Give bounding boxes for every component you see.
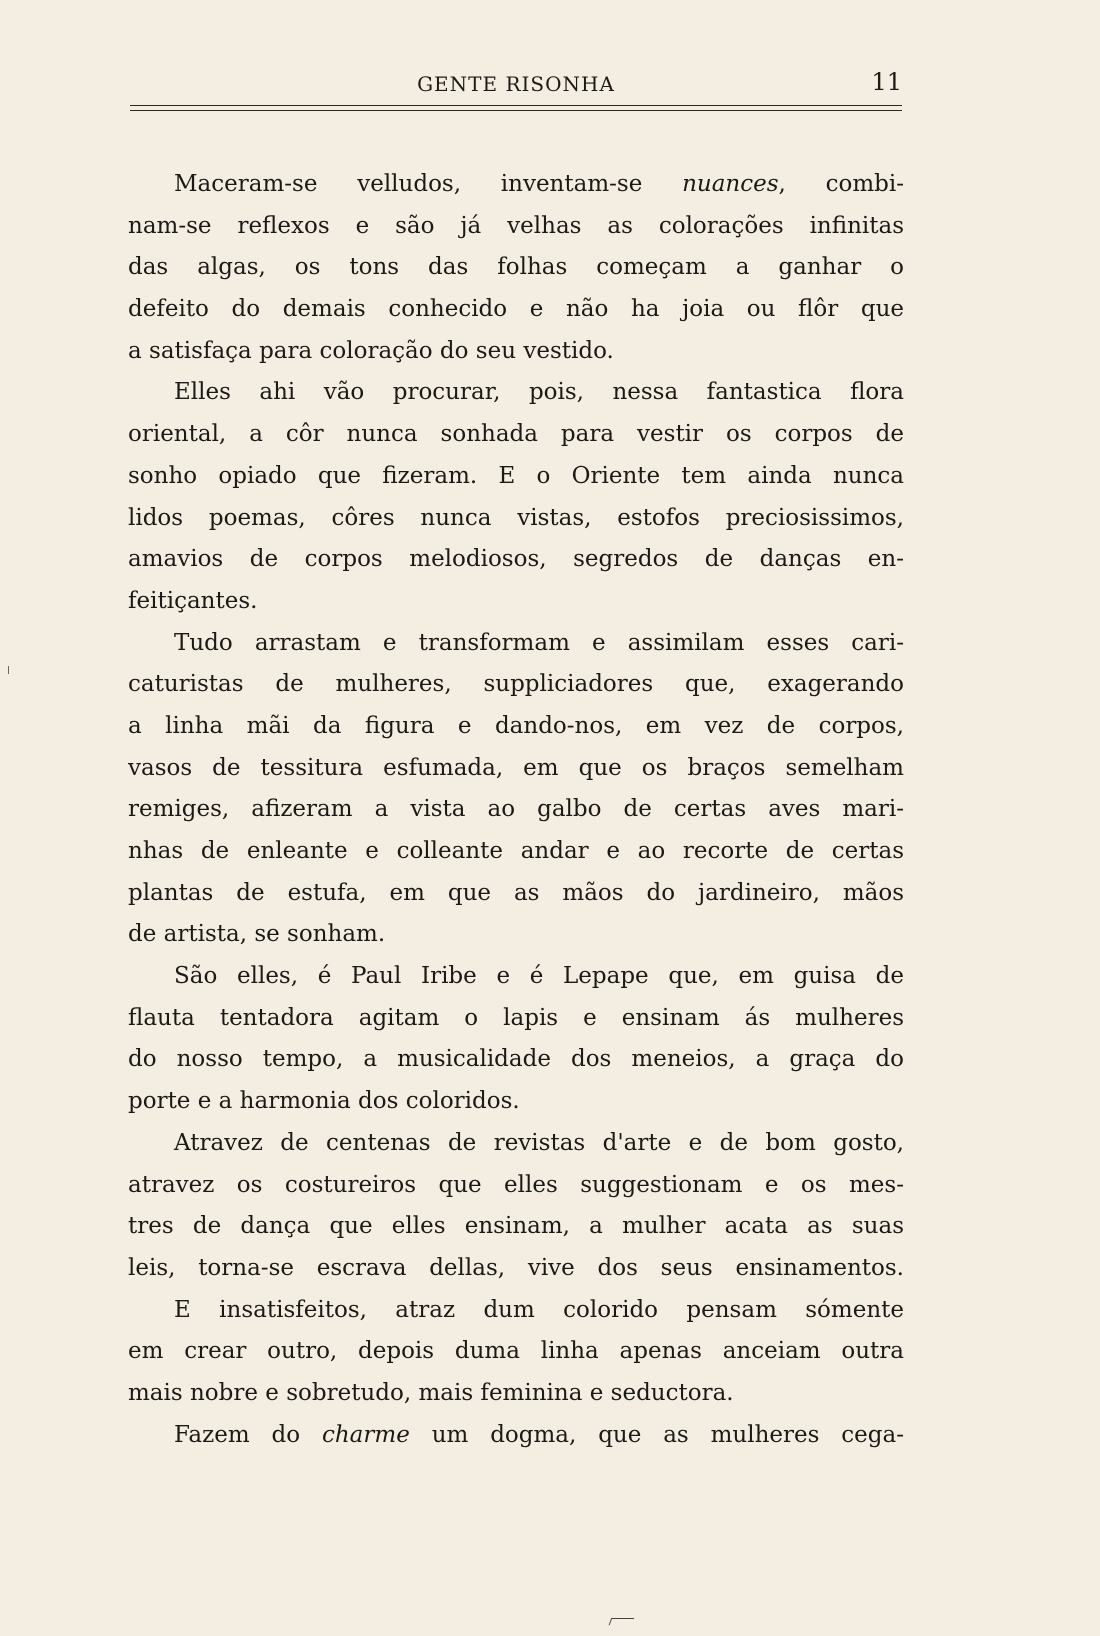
text-line: defeito do demais conhecido e não ha joia ou flôr que	[128, 296, 904, 323]
text-line: Maceram-se velludos, inventam-se nuances, combi-	[174, 171, 904, 197]
italic-word: charme	[321, 1421, 410, 1448]
text-line: nam-se reflexos e são já velhas as colorações infinitas	[128, 212, 904, 239]
text-line: nhas de enleante e colleante andar e ao recorte de certas	[128, 838, 904, 864]
text-line: São elles, é Paul Iribe e é Lepape que, em guisa de	[174, 963, 904, 990]
text-line: atravez os costureiros que elles suggestionam e os mes-	[128, 1171, 904, 1198]
text-line: do nosso tempo, a musicalidade dos meneios, a graça do	[128, 1046, 904, 1073]
italic-word: nuances	[682, 171, 779, 197]
running-title: GENTE RISONHA	[417, 72, 615, 96]
text-line: plantas de estufa, em que as mãos do jardineiro, mãos	[128, 879, 904, 906]
text-line: mais nobre e sobretudo, mais feminina e seductora.	[128, 1379, 734, 1406]
text-line: sonho opiado que fizeram. E o Oriente tem ainda nunca	[128, 462, 904, 489]
running-head	[130, 64, 902, 104]
text-line: porte e a harmonia dos coloridos.	[128, 1088, 520, 1115]
text-line: E insatisfeitos, atraz dum colorido pensam sómente	[174, 1296, 904, 1323]
header-rule-bottom	[130, 110, 902, 111]
text-line: Tudo arrastam e transformam e assimilam esses cari-	[174, 629, 904, 656]
text-line: Elles ahi vão procurar, pois, nessa fantastica flora	[174, 379, 904, 406]
printer-mark	[609, 1618, 635, 1625]
page-number: 11	[871, 68, 902, 96]
body-text	[128, 164, 904, 1456]
text-line: a linha mãi da figura e dando-nos, em vez de corpos,	[128, 712, 904, 739]
text-line: em crear outro, depois duma linha apenas anceiam outra	[128, 1338, 904, 1365]
text-line: remiges, afizeram a vista ao galbo de certas aves mari-	[128, 796, 904, 823]
text-line: oriental, a côr nunca sonhada para vestir os corpos de	[128, 421, 904, 448]
margin-mark	[4, 666, 9, 674]
text-line: tres de dança que elles ensinam, a mulher acata as suas	[128, 1213, 904, 1240]
text-line: leis, torna-se escrava dellas, vive dos seus ensinamentos.	[128, 1254, 904, 1281]
text-line: vasos de tessitura esfumada, em que os braços semelham	[128, 754, 904, 781]
text-line: Atravez de centenas de revistas d'arte e de bom gosto,	[174, 1129, 904, 1156]
header-rule-top	[130, 105, 902, 106]
text-line: flauta tentadora agitam o lapis e ensinam ás mulheres	[128, 1004, 904, 1031]
text-line: de artista, se sonham.	[128, 921, 386, 948]
text-line: feitiçantes.	[128, 587, 258, 614]
text-line: a satisfaça para coloração do seu vestido.	[128, 337, 614, 364]
text-line: caturistas de mulheres, suppliciadores que, exagerando	[128, 671, 904, 698]
text-line: amavios de corpos melodiosos, segredos de danças en-	[128, 546, 904, 573]
text-line: lidos poemas, côres nunca vistas, estofos preciosissimos,	[128, 504, 904, 531]
text-line: Fazem do charme um dogma, que as mulheres cega-	[174, 1421, 904, 1448]
text-line: das algas, os tons das folhas começam a ganhar o	[128, 254, 904, 281]
